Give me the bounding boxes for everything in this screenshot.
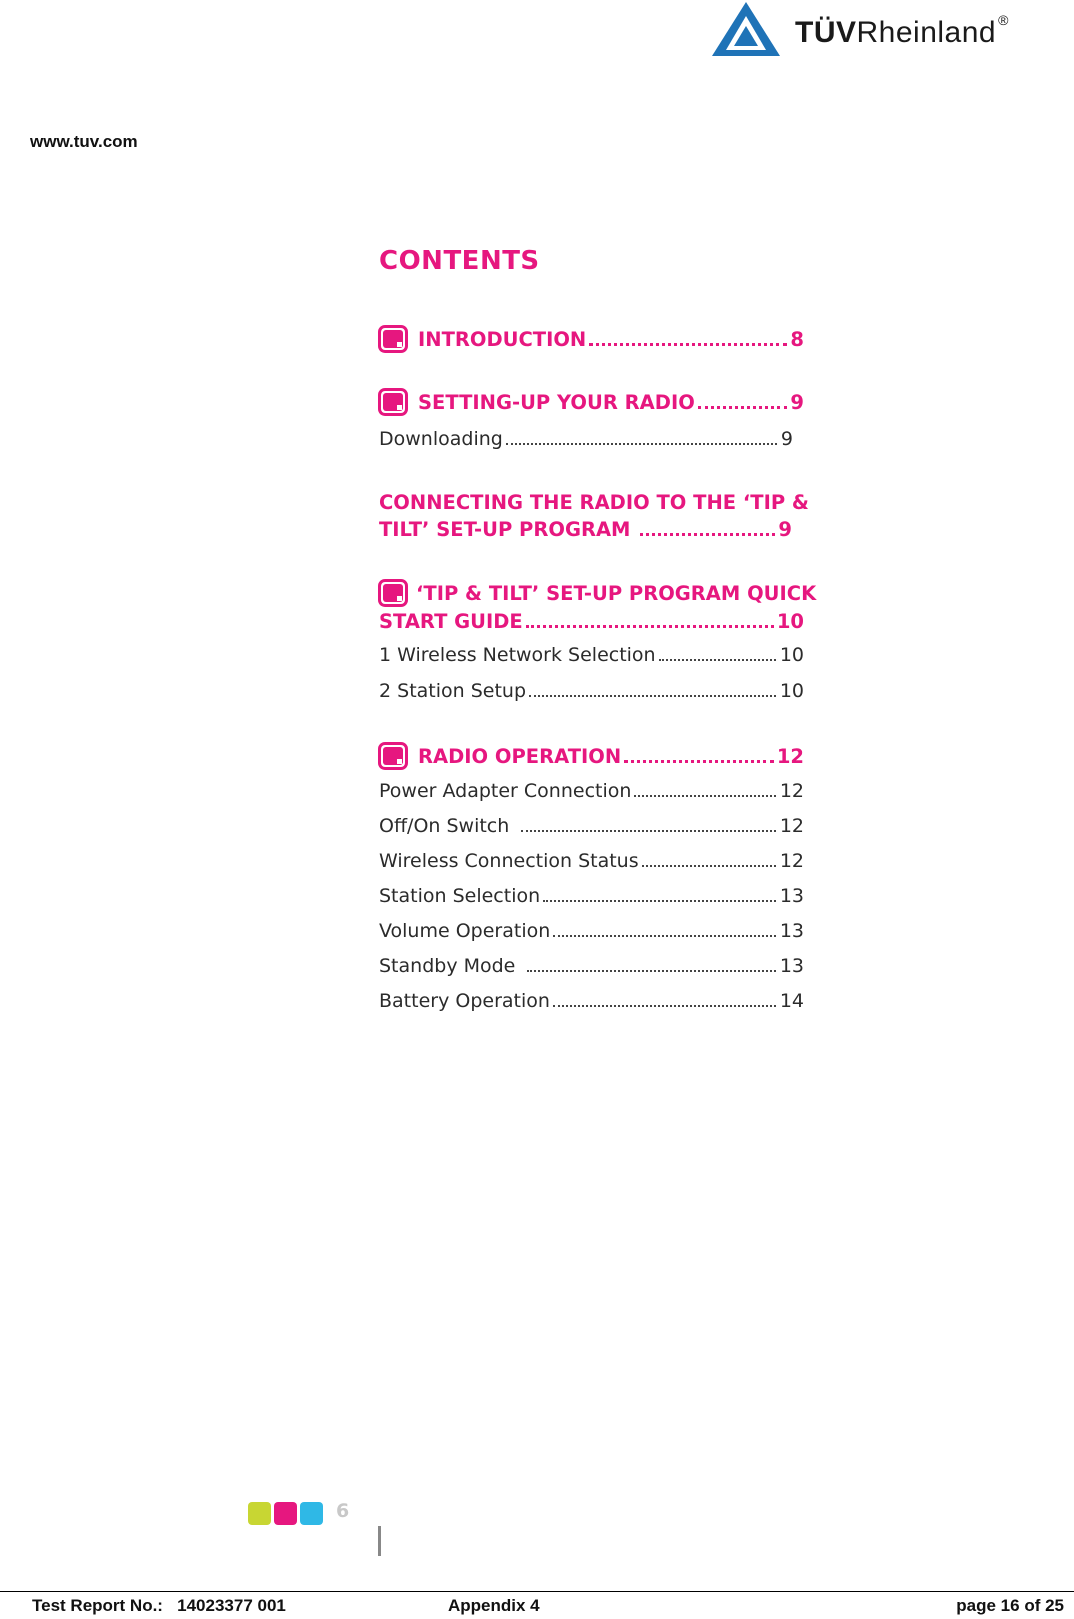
toc-item-label: Standby Mode (379, 955, 516, 977)
toc-item-wireless-network-selection (379, 644, 804, 666)
toc-section-introduction (379, 328, 804, 351)
section-square-icon (378, 388, 408, 416)
report-number: 14023377 001 (177, 1596, 286, 1615)
toc-item-page: 13 (779, 920, 804, 942)
toc-item-station-selection (379, 885, 804, 907)
toc-leader-dots (634, 795, 775, 797)
toc-leader-dots (640, 533, 775, 536)
toc-section-radio-operation (379, 745, 804, 768)
toc-leader-dots (698, 406, 788, 409)
footer-report-number (32, 1596, 286, 1616)
toc-section-page: 8 (790, 328, 804, 351)
color-squares (248, 1502, 323, 1525)
toc-section-label: INTRODUCTION (418, 328, 587, 351)
footer-rule (0, 1591, 1074, 1592)
toc-item-label: Off/On Switch (379, 815, 510, 837)
toc-item-page: 13 (779, 885, 804, 907)
toc-item-wireless-connection-status (379, 850, 804, 872)
toc-item-page: 10 (779, 680, 804, 702)
tuv-triangle-icon (710, 0, 782, 60)
logo-text-bold: TÜV (795, 16, 857, 49)
toc-section-label: CONNECTING THE RADIO TO THE ‘TIP & (379, 491, 809, 514)
contents-title: CONTENTS (379, 246, 540, 276)
footer-appendix: Appendix 4 (448, 1596, 540, 1615)
toc-leader-dots (553, 1005, 776, 1007)
toc-section-setting-up (379, 391, 804, 414)
logo-text (795, 12, 1009, 50)
booklet-page-number: 6 (336, 1500, 350, 1522)
toc-item-page: 12 (779, 815, 804, 837)
toc-item-label: 2 Station Setup (379, 680, 527, 702)
toc-leader-dots (506, 443, 777, 445)
toc-item-page: 14 (779, 990, 804, 1012)
toc-item-downloading (379, 428, 793, 450)
toc-item-label: Battery Operation (379, 990, 550, 1012)
toc-item-label: Power Adapter Connection (379, 780, 632, 802)
toc-section-page: 10 (776, 610, 804, 633)
toc-leader-dots (642, 865, 776, 867)
toc-section-label: START GUIDE (379, 610, 523, 633)
website-url: www.tuv.com (30, 132, 138, 151)
toc-item-power-adapter (379, 780, 804, 802)
toc-leader-dots (529, 695, 776, 697)
report-label: Test Report No.: (32, 1596, 163, 1615)
section-square-icon (378, 579, 408, 607)
green-square-icon (248, 1502, 271, 1525)
toc-section-page: 9 (790, 391, 804, 414)
toc-item-label: Volume Operation (379, 920, 551, 942)
toc-section-quick-start-line1 (379, 582, 817, 605)
toc-item-station-setup (379, 680, 804, 702)
toc-leader-dots (553, 935, 776, 937)
toc-section-label: SETTING-UP YOUR RADIO (418, 391, 695, 414)
toc-section-label: ‘TIP & TILT’ SET-UP PROGRAM QUICK (416, 582, 817, 605)
section-square-icon (378, 325, 408, 353)
toc-section-page: 9 (778, 518, 792, 541)
toc-item-label: 1 Wireless Network Selection (379, 644, 656, 666)
toc-section-label: TILT’ SET-UP PROGRAM (379, 518, 631, 541)
toc-leader-dots (659, 659, 776, 661)
footer-page-count: page 16 of 25 (956, 1596, 1064, 1615)
section-square-icon (378, 742, 408, 770)
toc-item-off-on-switch (379, 815, 804, 837)
toc-item-page: 9 (780, 428, 793, 450)
toc-item-page: 13 (779, 955, 804, 977)
toc-item-page: 12 (779, 780, 804, 802)
vertical-divider (378, 1526, 381, 1556)
pink-square-icon (274, 1502, 297, 1525)
toc-leader-dots (526, 625, 774, 628)
toc-leader-dots (521, 830, 776, 832)
logo-registered-mark: ® (998, 12, 1009, 28)
toc-section-quick-start-line2 (379, 610, 804, 633)
toc-item-label: Station Selection (379, 885, 541, 907)
toc-item-volume-operation (379, 920, 804, 942)
toc-section-connecting-line1 (379, 491, 809, 514)
toc-leader-dots (624, 760, 774, 763)
blue-square-icon (300, 1502, 323, 1525)
toc-leader-dots (589, 343, 787, 346)
tuv-rheinland-logo (710, 0, 1060, 64)
toc-section-page: 12 (776, 745, 804, 768)
logo-text-regular: Rheinland (856, 16, 997, 49)
toc-section-label: RADIO OPERATION (418, 745, 622, 768)
toc-item-battery-operation (379, 990, 804, 1012)
toc-item-page: 10 (779, 644, 804, 666)
toc-item-label: Wireless Connection Status (379, 850, 639, 872)
toc-section-connecting-line2 (379, 518, 792, 541)
toc-item-standby-mode (379, 955, 804, 977)
toc-leader-dots (527, 970, 775, 972)
toc-item-label: Downloading (379, 428, 503, 450)
toc-item-page: 12 (779, 850, 804, 872)
toc-leader-dots (543, 900, 776, 902)
